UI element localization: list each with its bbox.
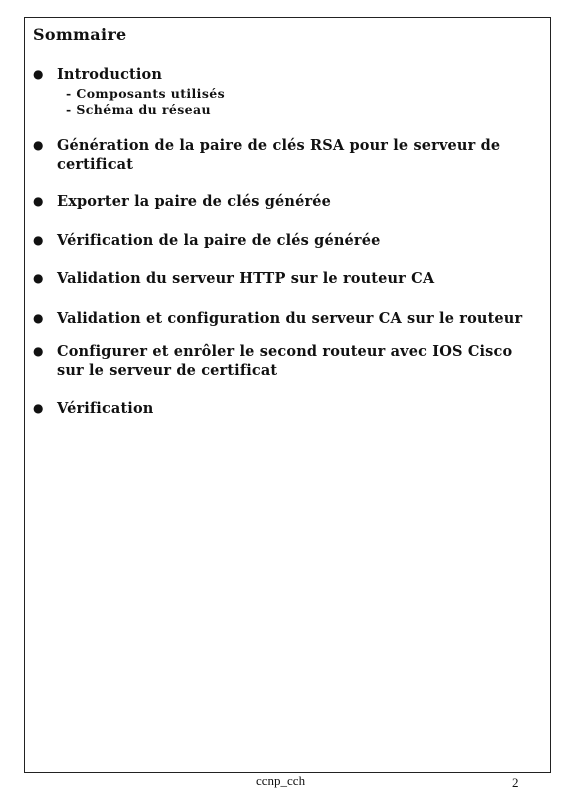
toc-item-verification [33, 399, 153, 418]
toc-item-configurer [33, 342, 512, 380]
toc-subitem-composants: - Composants utilisés [66, 86, 226, 101]
toc-item-label: Vérification [57, 400, 154, 417]
bullet-icon: ● [33, 311, 44, 325]
toc-item-label: Introduction [57, 66, 163, 83]
toc-item-verification-cles [33, 231, 380, 250]
bullet-icon: ● [33, 401, 44, 415]
bullet-icon: ● [33, 67, 44, 81]
toc-item-label: Exporter la paire de clés générée [57, 193, 332, 210]
bullet-icon: ● [33, 233, 44, 247]
toc-item-label: Validation et configuration du serveur CA sur le routeur [57, 310, 523, 327]
toc-item-label: Génération de la paire de clés RSA pour le serveur de [57, 137, 501, 154]
bullet-icon: ● [33, 344, 44, 358]
toc-item-generation [33, 136, 500, 174]
toc-item-label-continued: certificat [57, 156, 134, 173]
toc-item-label-continued: sur le serveur de certificat [57, 362, 278, 379]
toc-item-exporter [33, 192, 331, 211]
toc-item-label: Validation du serveur HTTP sur le routeur CA [57, 270, 435, 287]
toc-item-introduction [33, 65, 162, 84]
bullet-icon: ● [33, 194, 44, 208]
toc-item-label: Vérification de la paire de clés générée [57, 232, 381, 249]
page-number: 2 [512, 775, 519, 790]
toc-item-label: Configurer et enrôler le second routeur avec IOS Cisco [57, 343, 513, 360]
bullet-icon: ● [33, 271, 44, 285]
footer-label: ccnp_cch [256, 773, 306, 788]
page-title: Sommaire [33, 25, 127, 44]
page-frame [24, 17, 551, 773]
toc-subitem-schema: - Schéma du réseau [66, 102, 211, 117]
toc-item-validation-http [33, 269, 434, 288]
toc-item-validation-ca [33, 309, 522, 328]
bullet-icon: ● [33, 138, 44, 152]
